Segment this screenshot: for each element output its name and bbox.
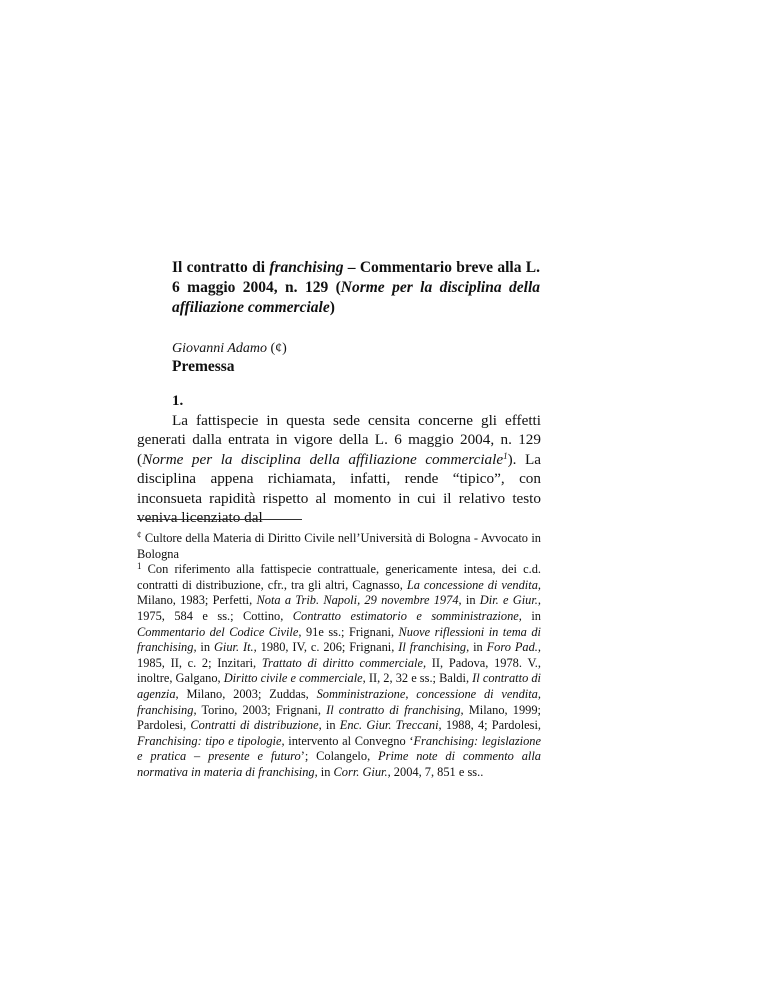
- footnote-text: in: [317, 764, 334, 779]
- footnote-text: II, Padova, 1978. V., inoltre, Galgano,: [137, 655, 541, 686]
- footnote-text: intervento al Convegno ‘: [284, 733, 414, 748]
- footnote-text: Cultore della Materia di Diritto Civile nell’Università di Bologna - Avvocato in Bologna: [137, 531, 541, 561]
- footnote-text: 1975, 584 e ss.; Cottino,: [137, 608, 293, 623]
- footnote-text: Milano, 2003; Zuddas,: [178, 686, 317, 701]
- title-text-italic: franchising: [269, 259, 344, 276]
- footnote-citation: Il contratto di franchising,: [326, 702, 464, 717]
- footnote-text: Con riferimento alla fattispecie contrattuale, genericamente intesa, dei c.d. contratti di distribuzione, cfr., tra gli altri, Cagnasso,: [137, 562, 541, 592]
- footnote-citation: Contratti di distribuzione,: [190, 718, 322, 733]
- footnote-citation: Somministrazione, concessione di vendita, franchising,: [137, 686, 541, 717]
- footnote-citation: Corr. Giur.,: [333, 764, 391, 779]
- footnote-mark: 1: [137, 561, 142, 572]
- footnote-citation: Il franchising,: [398, 640, 470, 655]
- author-line: [172, 340, 287, 358]
- footnote-text: 1985, II, c. 2; Inzitari,: [137, 655, 262, 670]
- body-paragraph: [137, 411, 541, 527]
- footnote-text: in: [469, 640, 487, 655]
- section-number: 1.: [172, 393, 184, 409]
- footnote-author: [137, 531, 541, 562]
- body-text: La fattispecie in questa sede censita concerne gli effetti generati dalla entrata in vigore della L. 6 maggio 2004, n. 129 (: [137, 412, 541, 468]
- footnote-citation: Foro Pad.,: [486, 640, 541, 655]
- footnote-citation: Franchising: legislazione e pratica – presente e futuro: [137, 733, 541, 764]
- footnote-text: in: [461, 593, 480, 608]
- footnote-citation: Nuove riflessioni in tema di franchising,: [137, 624, 541, 655]
- body-text: ). La disciplina appena richiamata, infatti, rende “tipico”, con inconsueta rapidità rispetto al momento in cui il relativo testo veniva licenziato dal: [137, 450, 542, 527]
- footnote-text: in: [521, 608, 541, 623]
- footnote-text: in: [321, 718, 340, 733]
- footnote-citation: La concessione di vendita,: [406, 577, 541, 592]
- footnote-text: Torino, 2003; Frignani,: [196, 702, 327, 717]
- footnote-citation: Commentario del Codice Civile: [137, 624, 299, 639]
- title-text: – Commentario breve alla L. 6 maggio 2004, n. 129 (: [172, 259, 540, 296]
- footnotes: [137, 531, 541, 781]
- title-text: ): [329, 299, 335, 316]
- footnote-citation: Franchising: tipo e tipologie,: [137, 733, 285, 748]
- footnote-citation: Contratto estimatorio e somministrazione,: [292, 608, 522, 623]
- document-title: [172, 258, 540, 318]
- footnote-text: 1980, IV, c. 206; Frignani,: [256, 640, 399, 655]
- footnote-text: 1988, 4; Pardolesi,: [441, 718, 542, 733]
- footnote-1: [137, 562, 541, 780]
- footnote-separator: [137, 519, 302, 520]
- footnote-mark: ¢: [137, 530, 142, 540]
- footnote-citation: Diritto civile e commerciale,: [223, 671, 366, 686]
- footnote-citation: Dir. e Giur.,: [479, 593, 541, 608]
- footnote-reference: 1: [503, 450, 508, 461]
- title-text: Il contratto di: [172, 259, 270, 276]
- footnote-text: , 91e ss.; Frignani,: [298, 624, 399, 639]
- footnote-citation: Trattato di diritto commerciale,: [261, 655, 427, 670]
- footnote-text: ’; Colangelo,: [300, 749, 379, 764]
- footnote-text: in: [196, 640, 214, 655]
- footnote-text: Milano, 1999; Pardolesi,: [137, 702, 541, 733]
- footnote-citation: Enc. Giur. Treccani,: [339, 718, 442, 733]
- author-name: Giovanni Adamo: [172, 341, 268, 356]
- footnote-citation: Prime note di commento alla normativa in materia di franchising,: [137, 749, 541, 779]
- footnote-citation: Il contratto di agenzia,: [137, 671, 542, 701]
- body-text-italic: Norme per la disciplina della affiliazione commerciale: [142, 450, 504, 468]
- title-text-italic: Norme per la disciplina della affiliazione commerciale: [172, 279, 540, 316]
- footnote-citation: Nota a Trib. Napoli, 29 novembre 1974,: [256, 593, 462, 608]
- footnote-citation: Giur. It.,: [213, 640, 257, 655]
- section-heading: Premessa: [172, 358, 235, 375]
- footnote-text: 2004, 7, 851 e ss..: [390, 764, 484, 779]
- author-footnote-mark: (¢): [270, 341, 287, 356]
- footnote-text: II, 2, 32 e ss.; Baldi,: [365, 671, 473, 686]
- footnote-text: Milano, 1983; Perfetti,: [137, 593, 257, 608]
